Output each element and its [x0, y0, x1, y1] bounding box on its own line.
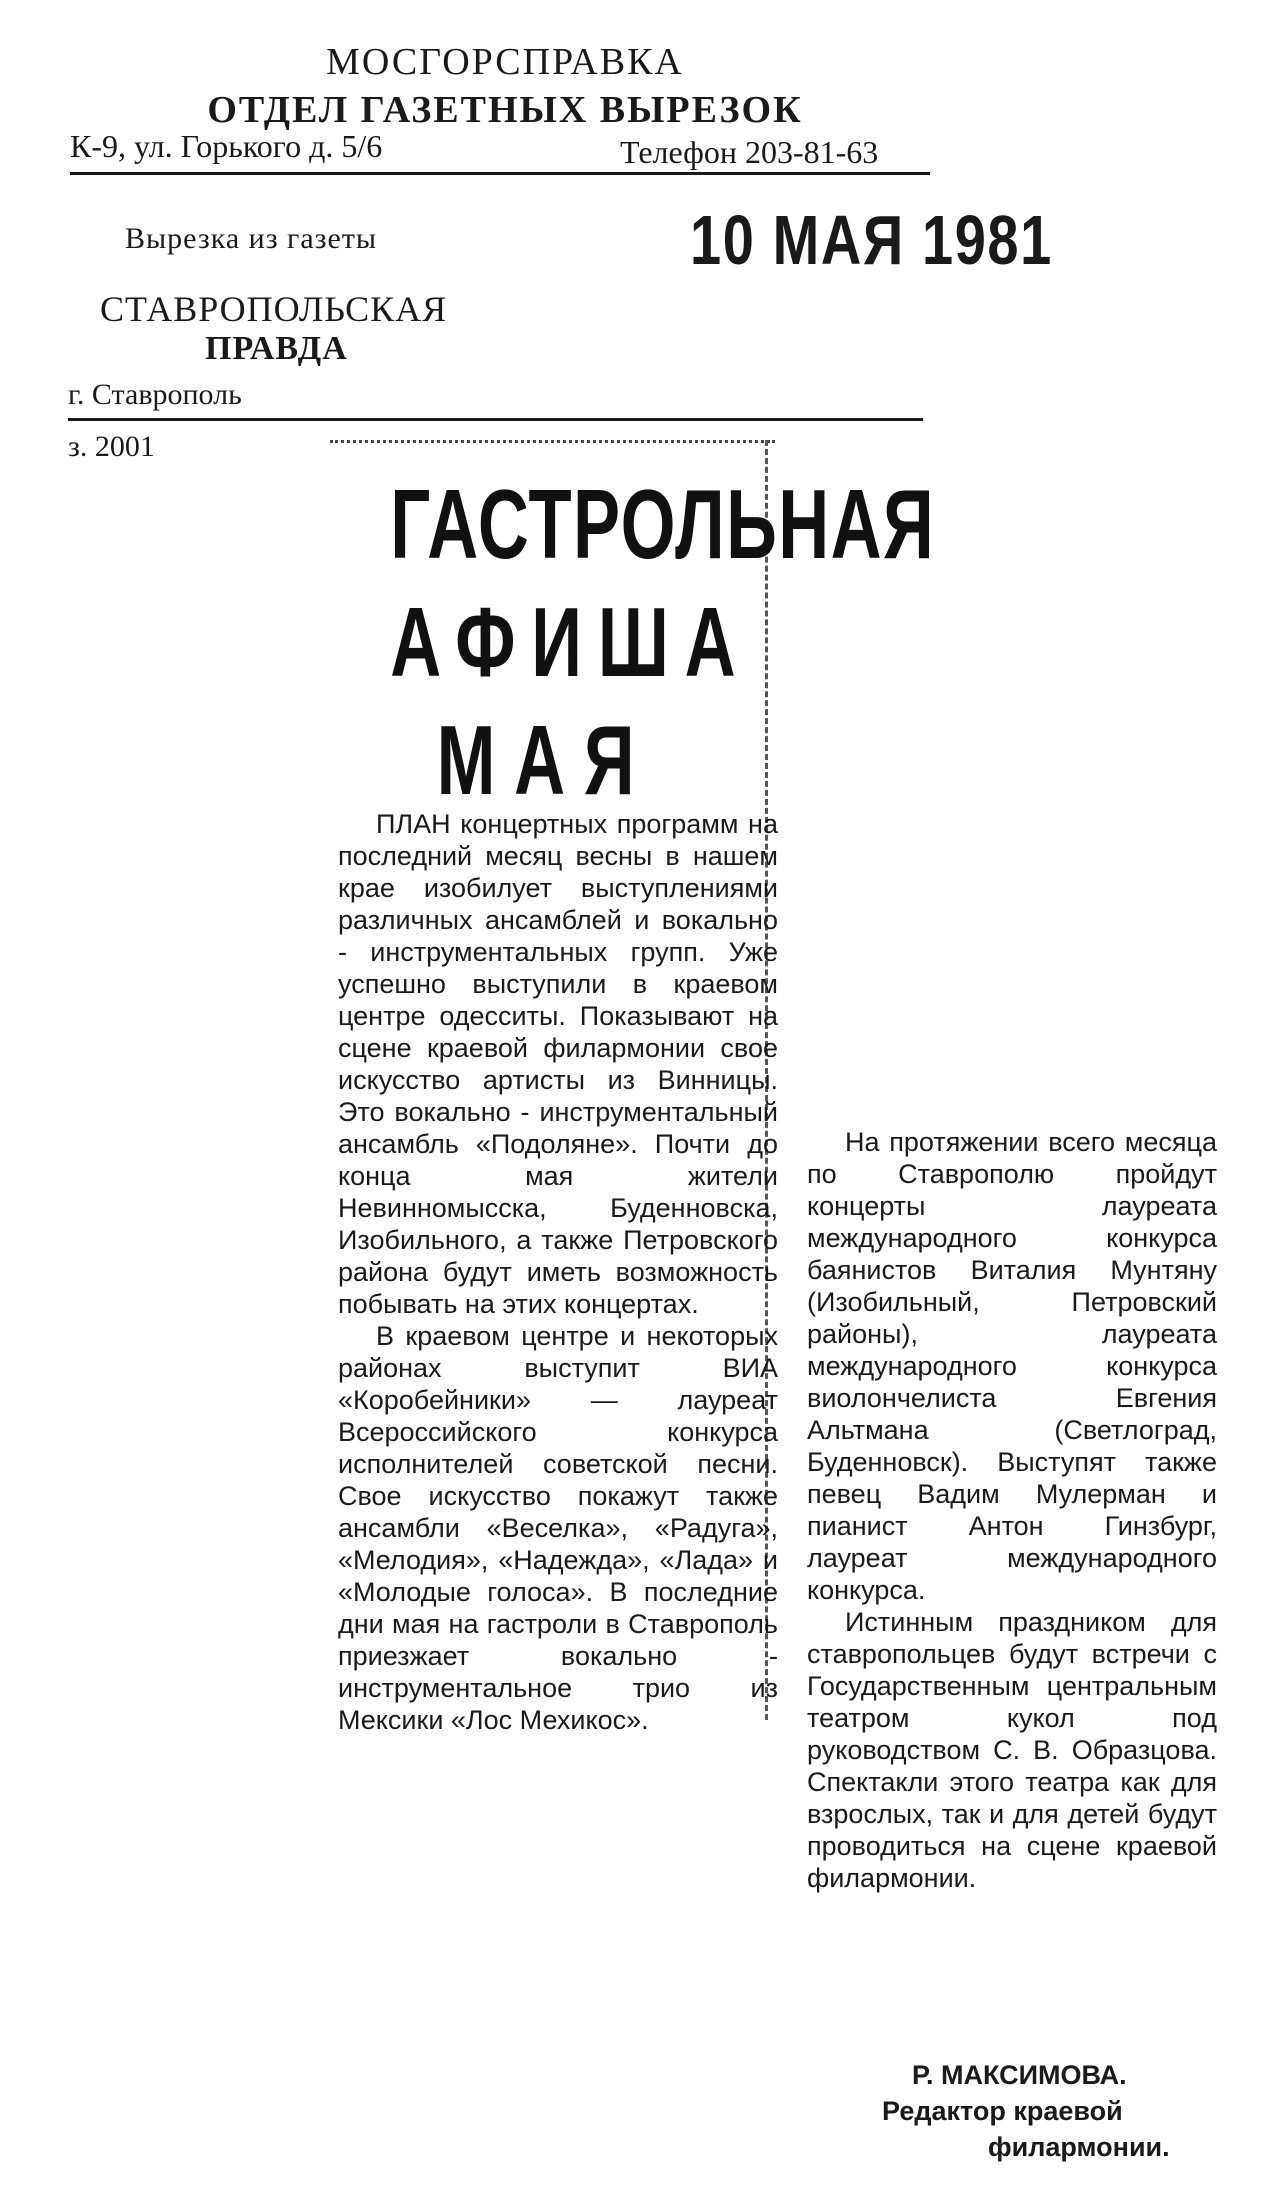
- agency-phone: Телефон 203-81-63: [620, 134, 879, 170]
- newspaper-name-line1: СТАВРОПОЛЬСКАЯ: [100, 289, 448, 329]
- article-column-right: [807, 1126, 1217, 1894]
- article-paragraph: ПЛАН концертных программ на последний месяц весны в нашем крае изобилует выступлениями различных ансамблей и вокально - инструментальных групп. Уже успешно выступили в краевом центре одесситы. Показывают на сцене краевой филармонии свое искусство артисты из Винницы. Это вокально - инструментальный ансамбль «Подоляне». Почти до конца мая жители Невинномысска, Буденновска, Изобильного, а также Петровского района будут иметь возможность побывать на этих концертах.: [338, 809, 778, 1319]
- info-rule: [68, 418, 923, 421]
- header-rule: [70, 172, 930, 175]
- author-title-line1: Редактор краевой: [882, 2096, 1123, 2126]
- article-paragraph: Истинным праздником для ставропольцев будут встречи с Государственным центральным театром кукол под руководством С. В. Образцова. Спектакли этого театра как для взрослых, так и для детей будут проводиться на сцене краевой филармонии.: [807, 1607, 1217, 1893]
- article-paragraph: На протяжении всего месяца по Ставрополю пройдут концерты лауреата международного конкурса баянистов Виталия Мунтяну (Изобильный, Петровский районы), лауреата международного конкурса виолончелиста Евгения Альтмана (Светлоград, Буденновск). Выступят также певец Вадим Мулерман и пианист Антон Гинзбург, лауреат международного конкурса.: [807, 1127, 1217, 1605]
- article-column-left: [338, 808, 778, 1736]
- headline-line1: ГАСТРОЛЬНАЯ: [390, 469, 936, 579]
- date-stamp: 10 МАЯ 1981: [690, 201, 1053, 279]
- agency-name: МОСГОРСПРАВКА: [326, 41, 684, 83]
- headline-line3: МАЯ: [436, 705, 654, 815]
- agency-address: К-9, ул. Горького д. 5/6: [70, 128, 383, 164]
- clipping-cut-edge-top: [330, 440, 775, 443]
- newspaper-name-line2: ПРАВДА: [205, 330, 348, 367]
- department-name: ОТДЕЛ ГАЗЕТНЫХ ВЫРЕЗОК: [207, 89, 803, 131]
- newspaper-city: г. Ставрополь: [68, 378, 242, 411]
- headline-line2: АФИША: [390, 587, 752, 697]
- author-title-line2: филармонии.: [988, 2132, 1170, 2162]
- author-name: Р. МАКСИМОВА.: [912, 2060, 1127, 2090]
- order-number: з. 2001: [68, 430, 155, 463]
- article-paragraph: В краевом центре и некоторых районах выступит ВИА «Коробейники» — лауреат Всероссийского конкурса исполнителей советской песни. Свое искусство покажут также ансамбли «Веселка», «Радуга», «Мелодия», «Надежда», «Лада» и «Молодые голоса». В последние дни мая на гастроли в Ставрополь приезжает вокально - инструментальное трио из Мексики «Лос Мехикос».: [338, 1321, 778, 1735]
- clipping-label: Вырезка из газеты: [125, 222, 378, 255]
